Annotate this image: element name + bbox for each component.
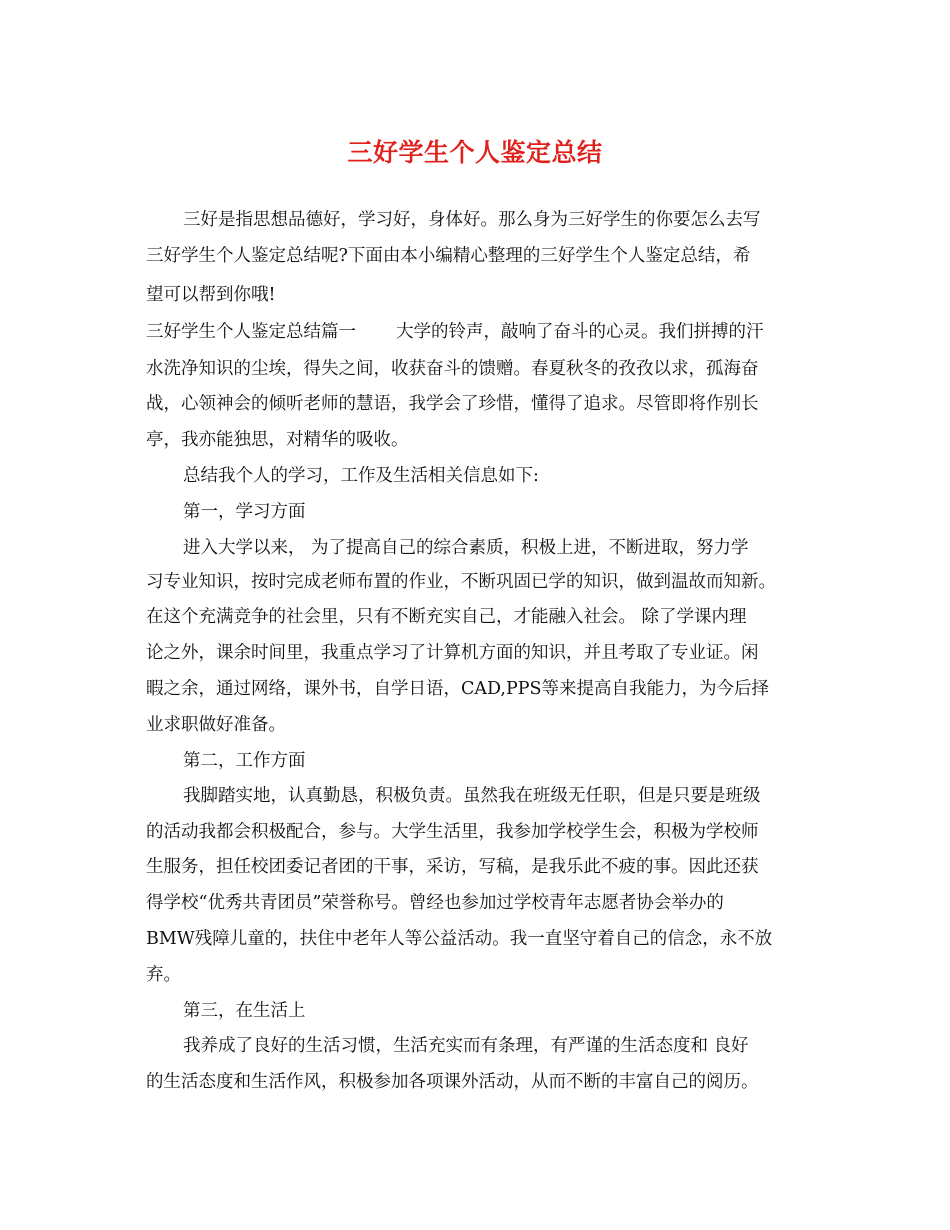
paragraph-line: 得学校“优秀共青团员”荣誉称号。曾经也参加过学校青年志愿者协会举办的 <box>146 893 724 913</box>
paragraph-line: 生服务，担任校团委记者团的干事，采访，写稿，是我乐此不疲的事。因此还获 <box>146 857 759 877</box>
paragraph-line: 三好学生个人鉴定总结呢?下面由本小编精心整理的三好学生个人鉴定总结，希 <box>146 246 751 266</box>
section-heading-line <box>146 321 764 343</box>
paragraph-line: 三好是指思想品德好，学习好，身体好。那么身为三好学生的你要怎么去写 <box>183 210 761 230</box>
paragraph-line: 我养成了良好的生活习惯，生活充实而有条理，有严谨的生活态度和 良好 <box>183 1036 749 1056</box>
paragraph-line: 总结我个人的学习，工作及生活相关信息如下: <box>183 466 539 486</box>
section-heading: 三好学生个人鉴定总结篇一 <box>146 322 356 342</box>
document-title: 三好学生个人鉴定总结 <box>347 138 603 167</box>
paragraph-line: 进入大学以来， 为了提高自己的综合素质，积极上进，不断进取，努力学 <box>183 538 749 558</box>
paragraph-line: 战，心领神会的倾听老师的慧语，我学会了珍惜，懂得了追求。尽管即将作别长 <box>146 394 759 414</box>
paragraph-line: 弃。 <box>146 965 181 985</box>
paragraph-line: 亭，我亦能独思，对精华的吸收。 <box>146 430 409 450</box>
paragraph-line: 水洗净知识的尘埃，得失之间，收获奋斗的馈赠。春夏秋冬的孜孜以求，孤海奋 <box>146 359 759 379</box>
paragraph-line: 的活动我都会积极配合，参与。大学生活里，我参加学校学生会，积极为学校师 <box>146 822 759 842</box>
paragraph-line: BMW残障儿童的，扶住中老年人等公益活动。我一直坚守着自己的信念，永不放 <box>146 929 773 949</box>
paragraph-line: 我脚踏实地，认真勤恳，积极负责。虽然我在班级无任职，但是只要是班级 <box>183 786 761 806</box>
paragraph-line: 习专业知识，按时完成老师布置的作业，不断巩固已学的知识，做到温故而知新。 <box>146 572 776 592</box>
paragraph-line: 的生活态度和生活作风，积极参加各项课外活动，从而不断的丰富自己的阅历。 <box>146 1072 759 1092</box>
paragraph-text: 大学的铃声，敲响了奋斗的心灵。我们拼搏的汗 <box>396 322 764 342</box>
paragraph-line: 业求职做好准备。 <box>146 715 286 735</box>
paragraph-line: 论之外，课余时间里，我重点学习了计算机方面的知识，并且考取了专业证。闲 <box>146 643 759 663</box>
subheading-life: 第三，在生活上 <box>183 1001 306 1021</box>
paragraph-line: 在这个充满竞争的社会里，只有不断充实自己，才能融入社会。 除了学课内理 <box>146 607 747 627</box>
subheading-learning: 第一，学习方面 <box>183 502 306 522</box>
paragraph-line: 暇之余，通过网络，课外书，自学日语，CAD,PPS等来提高自我能力，为今后择 <box>146 679 770 699</box>
paragraph-line: 望可以帮到你哦! <box>146 285 276 305</box>
subheading-work: 第二，工作方面 <box>183 751 306 771</box>
